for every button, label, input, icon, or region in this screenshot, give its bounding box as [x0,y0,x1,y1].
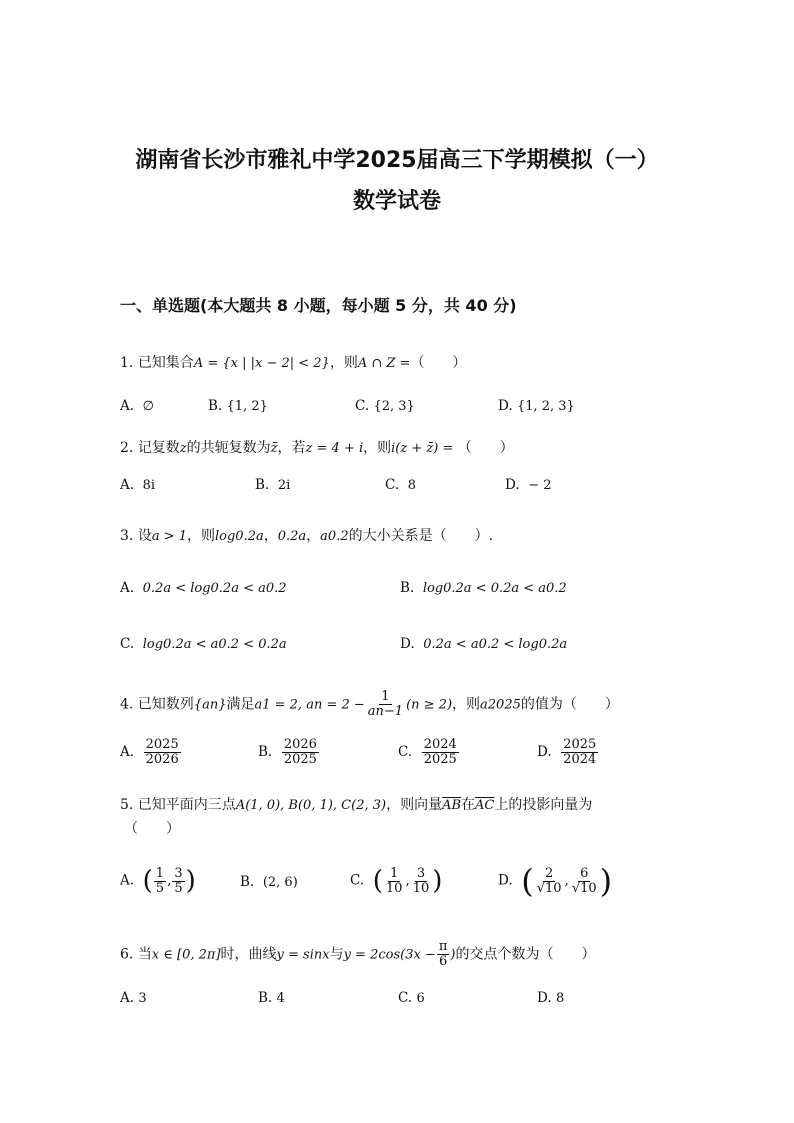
fraction-numerator: 2024 [423,737,457,752]
fraction-numerator: 3 [174,865,183,881]
math-set-a: A = {x | |x − 2| < 2} [193,356,330,371]
option-fraction [570,867,599,896]
fraction-denominator: 10 [412,880,430,896]
option-fraction [384,867,405,896]
option-d [498,398,575,414]
question-4 [120,690,619,719]
fraction-denominator: 2025 [283,752,317,767]
option-label: D. [537,990,552,1006]
fraction-denominator: √10 [536,880,562,896]
question-text: 的大小关系是（ ）. [348,528,494,544]
question-text: 已知集合 [137,355,194,371]
fraction-numerator: 1 [390,865,399,881]
option-b [240,874,298,890]
option-c [120,636,287,652]
option-a [120,477,155,493]
question-number: 2. [120,440,134,456]
option-label: B. [240,874,255,890]
question-text: 上的投影向量为 [494,797,593,813]
fraction-numerator: 2025 [563,737,597,752]
question-text: 设 [137,528,152,544]
math-condition: a1 = 2, an = 2 − [254,697,365,713]
option-c [355,398,415,414]
answer-blank: （ ） [124,821,180,837]
question-text: 已知数列 [137,696,194,713]
question-number: 5. [120,797,134,813]
fraction-denominator: 2026 [145,752,179,767]
question-text: 的值为（ ） [520,696,619,713]
fraction-numerator: 2026 [283,737,317,752]
separator: ， [306,528,321,544]
option-b [400,580,567,596]
question-text: 时，曲线 [220,946,277,963]
option-b [255,477,290,493]
question-text: ，则 [329,355,358,371]
option-value: 8 [555,991,565,1006]
fraction [366,690,405,719]
answer-blank: （ ） [410,355,467,371]
section-heading: 一、单选题(本大题共 8 小题，每小题 5 分，共 40 分) [120,296,517,315]
question-number: 4. [120,696,134,713]
option-value: {1, 2} [226,399,268,414]
option-value: 0.2a < log0.2a < a0.2 [142,581,287,596]
math-log: log0.2a [215,529,264,544]
fraction-numerator: 2025 [145,737,179,752]
fraction-denominator: 2024 [563,752,597,767]
fraction-denominator: 6 [438,954,448,969]
fraction-denominator: 2025 [423,752,457,767]
math-target: a2025 [480,697,521,713]
option-value: {1, 2, 3} [516,399,575,414]
question-5 [120,794,592,814]
fraction-denominator: √10 [571,880,597,896]
question-text: 记复数 [137,440,180,456]
paren-right: ) [432,866,443,896]
option-label: B. [255,477,270,493]
option-label: C. [398,990,413,1006]
option-label: C. [350,872,365,889]
math-expression: i(z + z̄) = [391,441,454,456]
option-fraction [282,738,319,767]
paren-left: ( [372,866,383,896]
option-value: log0.2a < a0.2 < 0.2a [142,637,287,652]
question-text: 当 [137,946,152,963]
question-number: 3. [120,528,134,544]
math-z: z [179,441,187,456]
option-value: log0.2a < 0.2a < a0.2 [422,581,567,596]
fraction-denominator: an−1 [367,704,404,719]
option-b [258,990,285,1006]
fraction-numerator: 1 [155,865,165,881]
option-fraction [154,867,166,896]
math-intersection: A ∩ Z = [357,356,411,371]
option-label: A. [120,477,135,493]
question-text: ，则 [187,528,215,544]
paren-left: ( [521,862,534,900]
paren-left: ( [142,866,153,896]
option-label: A. [120,744,135,760]
option-value: − 2 [528,478,552,493]
option-label: D. [400,636,415,652]
math-root: a0.2 [320,529,349,544]
option-value: 6 [416,991,425,1006]
option-value: 8i [142,478,156,493]
fraction-denominator: 10 [385,880,403,896]
option-label: D. [537,744,552,760]
option-value: {2, 3} [373,399,415,414]
vector-ac: $\overline{AC}$ [475,798,495,813]
answer-blank: （ ） [457,440,514,456]
option-label: B. [258,744,273,760]
question-text: 与 [329,946,344,963]
question-2 [120,437,514,457]
option-d [537,738,599,767]
option-label: C. [398,744,413,760]
math-zbar: z̄ [270,441,278,456]
math-condition-range: (n ≥ 2) [406,697,453,713]
option-value: ∅ [142,399,154,414]
option-label: C. [385,477,400,493]
math-range: x ∈ [0, 2π] [151,947,221,963]
option-value: 3 [138,991,147,1006]
math-power: 0.2a [277,529,307,544]
question-text: ，则 [363,440,392,456]
option-fraction [172,867,184,896]
option-label: D. [498,398,513,414]
option-fraction [422,738,459,767]
question-number: 1. [120,355,134,371]
option-fraction [144,738,181,767]
option-fraction [535,867,564,896]
option-a [120,580,287,596]
question-1 [120,352,466,372]
option-label: B. [400,580,415,596]
question-text: 的共轭复数为 [186,440,271,456]
question-text: 的交点个数为（ ） [455,946,596,963]
option-value: 0.2a < a0.2 < log0.2a [423,637,568,652]
option-c: C. ( $\frac{1}{10}$ , $\frac{3}{10}$ ) [350,865,443,896]
option-label: B. [208,398,223,414]
separator: ， [263,528,278,544]
option-value: (2, 6) [262,875,298,890]
option-value: 8 [407,478,417,493]
option-label: A. [120,990,135,1006]
option-label: C. [355,398,370,414]
paren-right: ) [599,862,613,900]
math-condition: z = 4 + i [305,441,364,456]
option-b [208,398,268,414]
option-label: B. [258,990,273,1006]
math-curve-2: y = 2cos(3x − [343,947,436,963]
fraction-denominator: 5 [174,880,183,896]
question-text: 在 [461,797,476,813]
question-text: 已知平面内三点 [137,797,236,813]
question-text: ，若 [277,440,306,456]
option-d: D. ( $\frac{2}{√10}$ , $\frac{6}{√10}$ ) [498,862,613,900]
math-sequence: {an} [193,697,227,713]
option-fraction [561,738,598,767]
option-a: A. ( $\frac{1}{5}$ , $\frac{3}{5}$ ) [120,865,196,896]
fraction-numerator: 3 [416,865,426,881]
option-value: 4 [276,991,285,1006]
option-c [398,738,460,767]
fraction-denominator: 5 [155,880,165,896]
fraction-numerator: 2 [544,865,554,881]
option-c [398,990,425,1006]
fraction-numerator: 1 [381,689,390,704]
exam-title: 湖南省长沙市雅礼中学2025届高三下学期模拟（一） [135,148,659,173]
fraction-numerator: π [438,939,448,954]
fraction [437,940,450,969]
option-label: A. [120,580,135,596]
math-curve-1: y = sinx [276,947,330,963]
vector-ab: $\overline{AB}$ [442,798,462,813]
math-condition: a > 1 [151,529,187,544]
math-curve-2-close: ) [450,947,456,963]
option-label: C. [120,636,135,652]
paren-right: ) [185,866,196,896]
fraction-numerator: 6 [580,865,589,881]
option-a [120,990,147,1006]
question-text: ，则 [452,696,481,713]
option-d [505,477,552,493]
option-d [400,636,567,652]
option-label: D. [505,477,520,493]
option-value: 2i [277,478,291,493]
question-number: 6. [120,946,134,963]
option-label: A. [120,398,135,414]
question-text: ，则向量 [386,797,443,813]
option-a [120,738,182,767]
question-6 [120,940,595,969]
question-text: 满足 [226,696,255,713]
option-c [385,477,416,493]
option-d [537,990,564,1006]
option-label: A. [120,872,135,889]
exam-subtitle: 数学试卷 [352,189,441,214]
option-label: D. [498,872,513,889]
question-3 [120,525,493,545]
option-b [258,738,320,767]
option-fraction [411,867,432,896]
math-points: A(1, 0), B(0, 1), C(2, 3) [235,798,387,813]
option-a [120,398,154,414]
